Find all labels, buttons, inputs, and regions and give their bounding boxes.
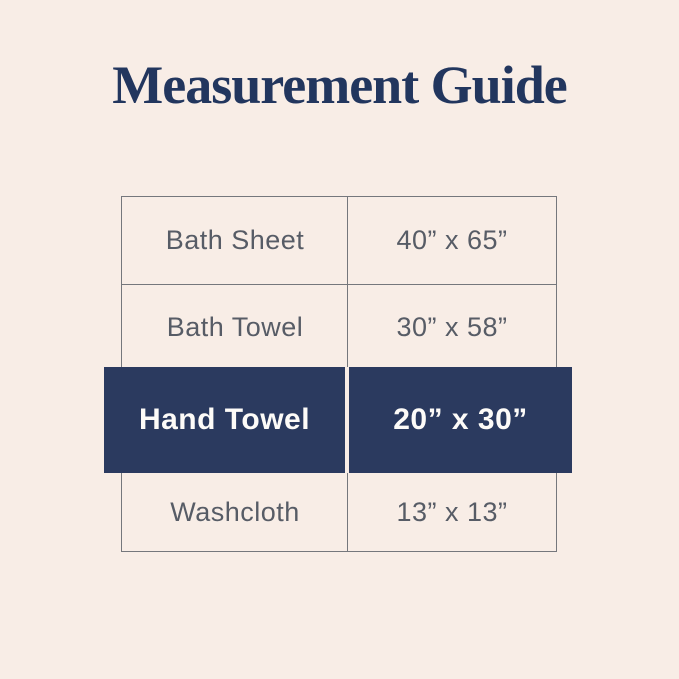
row-size: 40” x 65” [396,225,508,255]
table-row-washcloth [122,473,556,551]
row-label: Washcloth [170,496,300,527]
row-size: 30” x 58” [396,311,508,342]
page-title: Measurement Guide [112,55,567,115]
table-row-bath-sheet [122,197,556,285]
row-label: Hand Towel [104,367,345,473]
row-label: Bath Sheet [165,225,305,255]
row-label: Bath Towel [166,311,304,342]
row-size: 13” x 13” [396,496,508,527]
table-row-bath-towel [122,285,556,369]
highlighted-row-hand-towel [104,367,572,473]
row-size: 20” x 30” [349,367,572,473]
